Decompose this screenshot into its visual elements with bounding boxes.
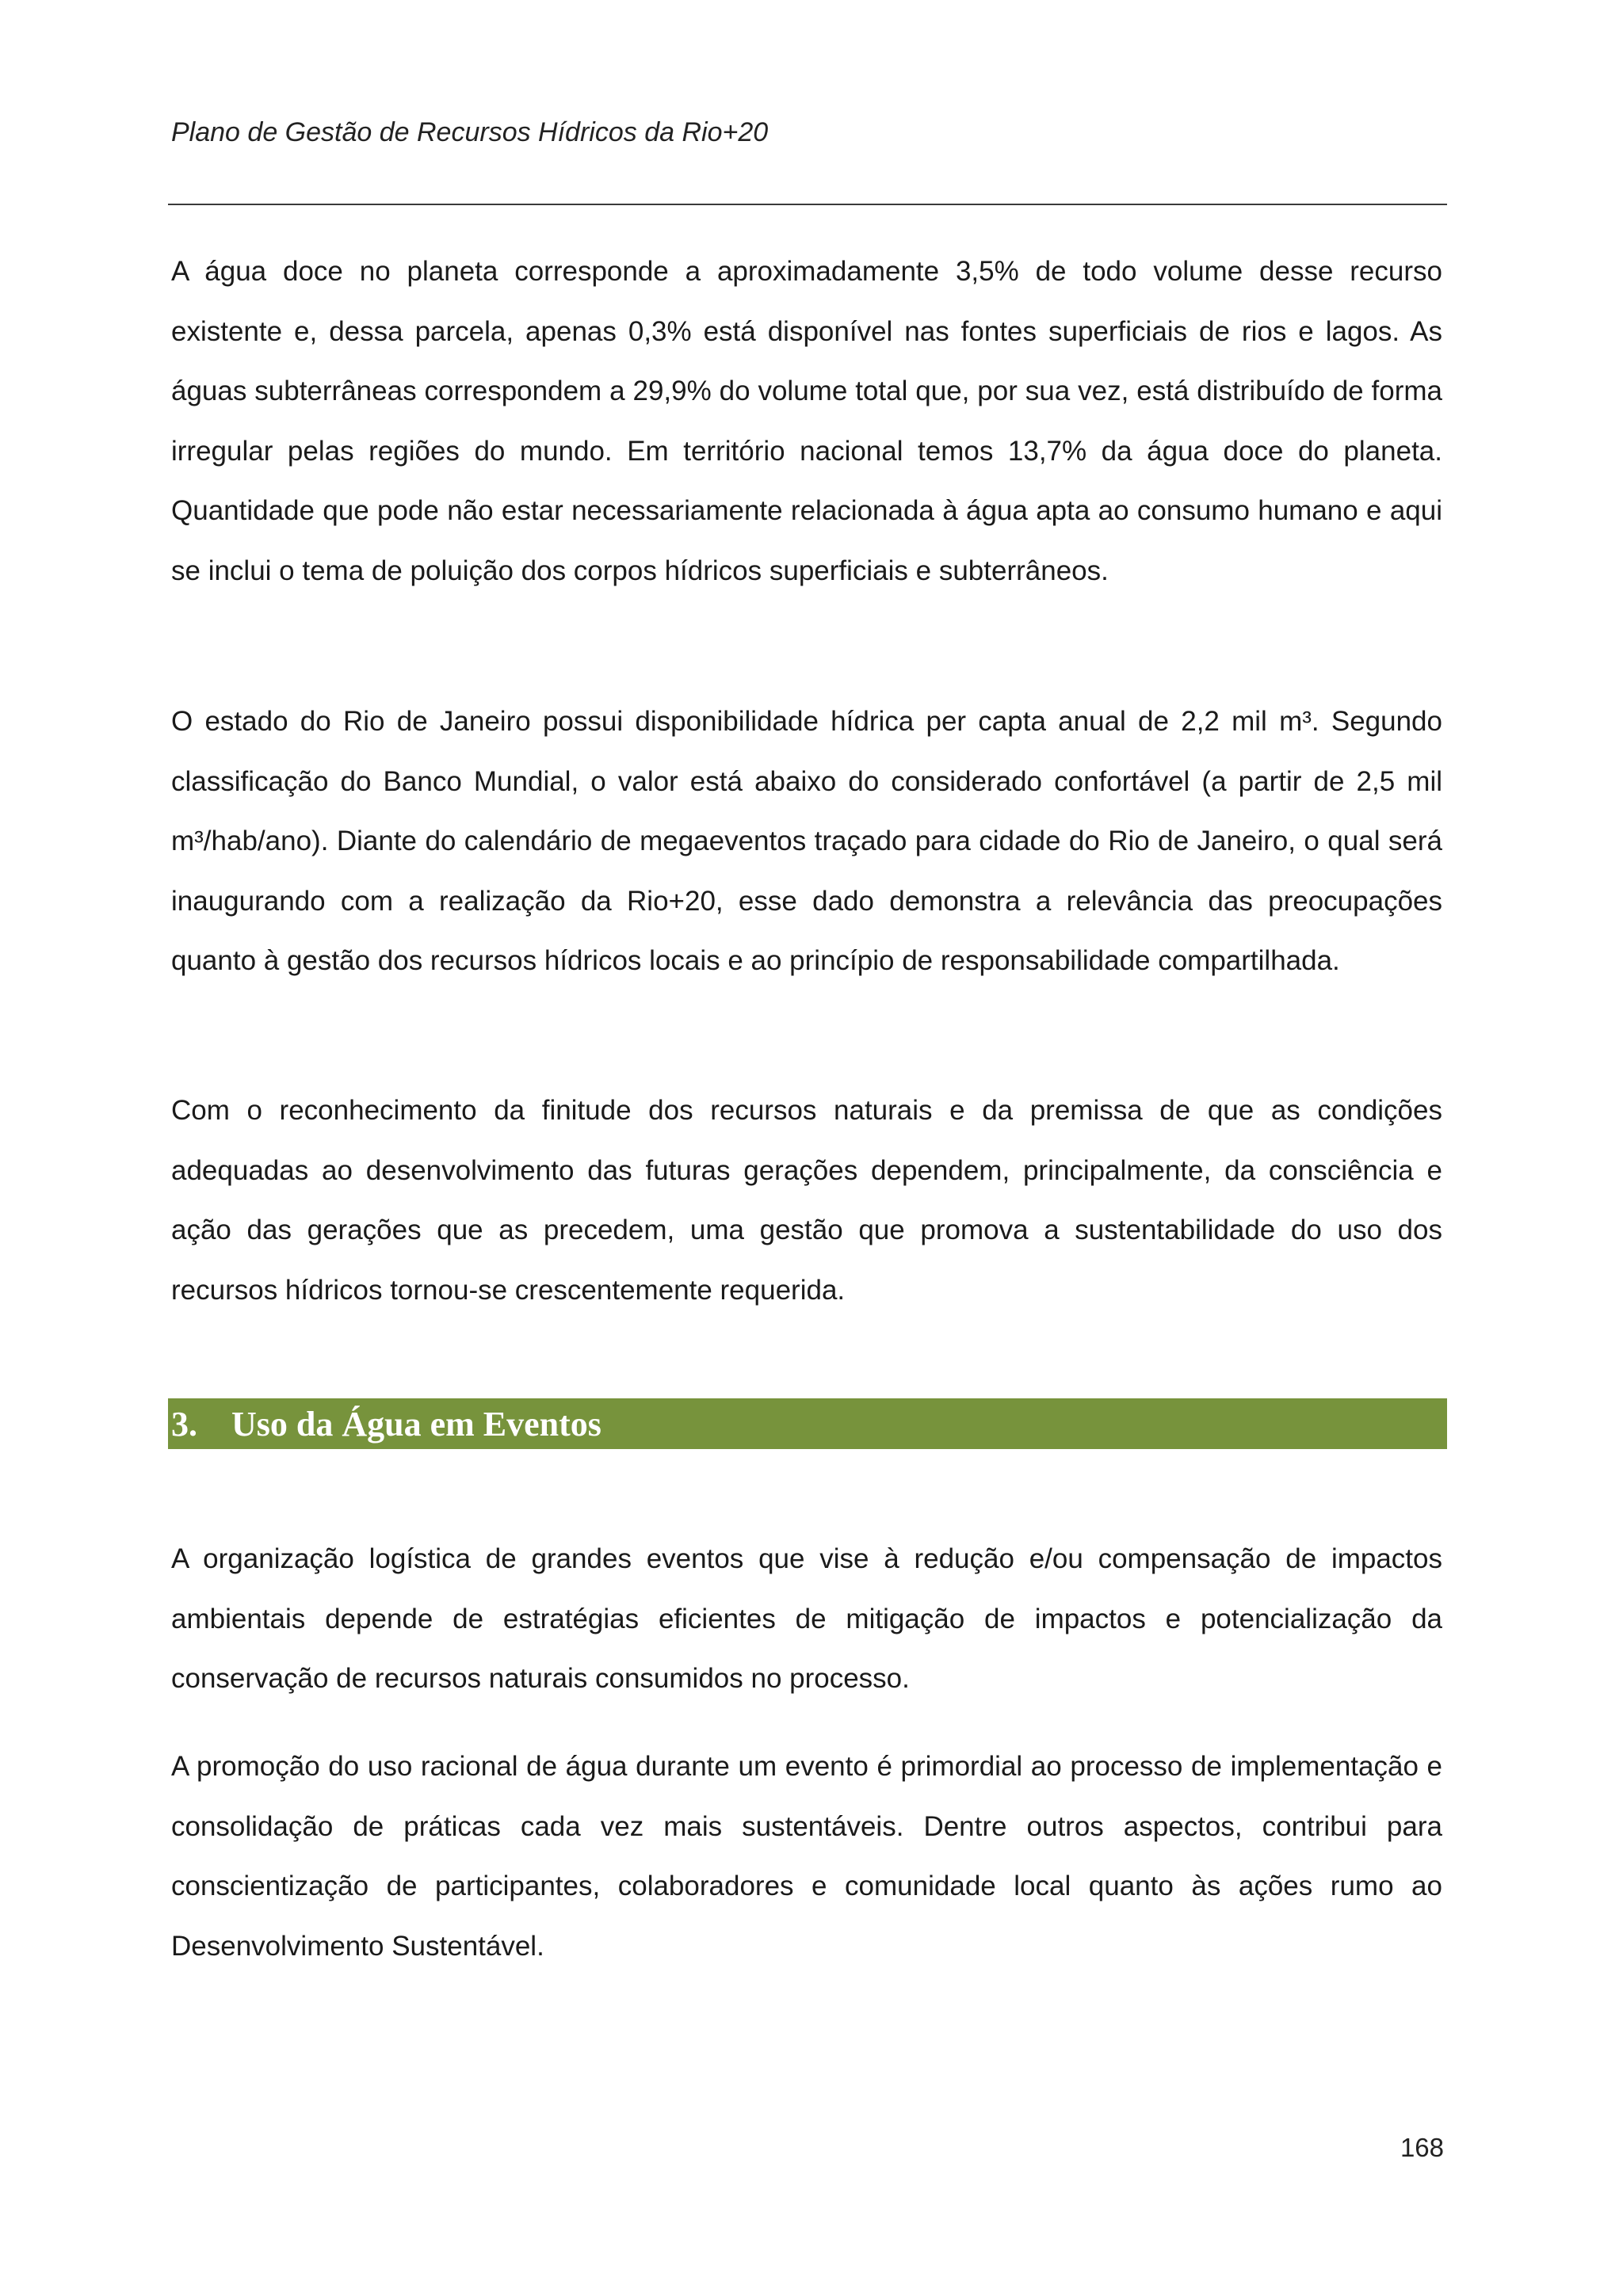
paragraph-water-distribution: A água doce no planeta corresponde a aproximadamente 3,5% de todo volume desse recurso existente e, dessa parcela, apenas 0,3% está disponível nas fontes superficiais de rios e lagos. As águas subterrâneas correspondem a 29,9% do volume total que, por sua vez, está distribuído de forma irregular pelas regiões do mundo. Em território nacional temos 13,7% da água doce do planeta. Quantidade que pode não estar necessariamente relacionada à água apta ao consumo humano e aqui se inclui o tema de poluição dos corpos hídricos superficiais e subterrâneos.	[171, 256, 1442, 586]
paragraph-rational-water-use: A promoção do uso racional de água durante um evento é primordial ao processo de implementação e consolidação de práticas cada vez mais sustentáveis. Dentre outros aspectos, contribui para conscientização de participantes, colaboradores e comunidade local quanto às ações rumo ao Desenvolvimento Sustentável.	[171, 1751, 1442, 1962]
running-header: Plano de Gestão de Recursos Hídricos da Rio+20	[171, 117, 769, 147]
paragraph-sustainable-management: Com o reconhecimento da finitude dos recursos naturais e da premissa de que as condições adequadas ao desenvolvimento das futuras gerações dependem, principalmente, da consciência e ação das gerações que as precedem, uma gestão que promova a sustentabilidade do uso dos recursos hídricos tornou-se crescentemente requerida.	[171, 1095, 1442, 1306]
header-divider	[168, 204, 1447, 205]
page-number: 168	[1400, 2133, 1444, 2162]
paragraph-event-logistics: A organização logística de grandes eventos que vise à redução e/ou compensação de impactos ambientais depende de estratégias eficientes de mitigação de impactos e potencialização da conservação de recursos naturais consumidos no processo.	[171, 1543, 1442, 1694]
section-heading-banner	[168, 1398, 1447, 1449]
paragraph-rio-availability: O estado do Rio de Janeiro possui disponibilidade hídrica per capta anual de 2,2 mil m³. Segundo classificação do Banco Mundial, o valor está abaixo do considerado confortável (a partir de 2,5 mil m³/hab/ano). Diante do calendário de megaeventos traçado para cidade do Rio de Janeiro, o qual será inaugurando com a realização da Rio+20, esse dado demonstra a relevância das preocupações quanto à gestão dos recursos hídricos locais e ao princípio de responsabilidade compartilhada.	[171, 706, 1442, 976]
section-number: 3.	[171, 1404, 197, 1444]
section-title: Uso da Água em Eventos	[231, 1404, 601, 1444]
